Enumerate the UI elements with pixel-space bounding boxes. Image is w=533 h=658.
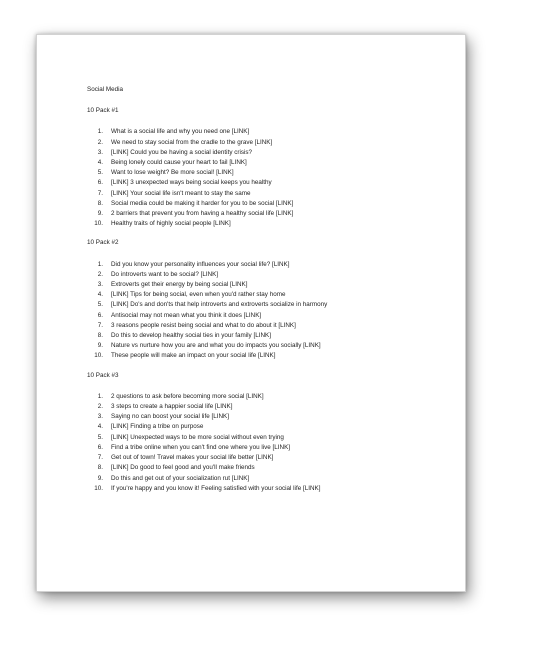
list-item	[87, 199, 445, 209]
pack-heading: 10 Pack #2	[87, 239, 119, 247]
list-item-text: [LINK] Do's and don'ts that help introverts and extroverts socialize in harmony	[111, 301, 328, 309]
list-item	[87, 178, 445, 188]
list-item	[87, 474, 445, 484]
list-item-number: 2.	[97, 270, 103, 278]
document-page	[36, 34, 466, 592]
list-item-text: If you're happy and you know it! Feeling satisfied with your social life [LINK]	[111, 484, 321, 492]
list-item	[87, 351, 445, 361]
list-item-text: Do introverts want to be social? [LINK]	[111, 270, 219, 278]
list-item	[87, 392, 445, 402]
list-item-text: Want to lose weight? Be more social! [LINK]	[111, 169, 234, 177]
list-item-text: [LINK] Do good to feel good and you'll make friends	[111, 464, 255, 472]
list-item-number: 9.	[97, 342, 103, 350]
list-item-number: 4.	[97, 423, 103, 431]
list-item	[87, 270, 445, 280]
list-item-number: 4.	[97, 291, 103, 299]
list-item	[87, 402, 445, 412]
list-item	[87, 341, 445, 351]
list-item-number: 8.	[97, 464, 103, 472]
list-item-text: We need to stay social from the cradle to the grave [LINK]	[111, 138, 273, 146]
pack-list	[87, 260, 445, 362]
list-item	[87, 148, 445, 158]
list-item	[87, 290, 445, 300]
list-item-text: [LINK] Your social life isn't meant to stay the same	[111, 189, 251, 197]
list-item-number: 6.	[97, 443, 103, 451]
list-item-text: Extroverts get their energy by being social [LINK]	[111, 281, 248, 289]
list-item-text: 3 steps to create a happier social life [LINK]	[111, 403, 233, 411]
list-item-number: 8.	[97, 199, 103, 207]
list-item-text: Get out of town! Travel makes your social life better [LINK]	[111, 454, 274, 462]
list-item-number: 6.	[97, 179, 103, 187]
list-item-text: 3 reasons people resist being social and what to do about it [LINK]	[111, 321, 296, 329]
packs-container	[87, 106, 445, 494]
list-item	[87, 463, 445, 473]
list-item-text: These people will make an impact on your social life [LINK]	[111, 352, 276, 360]
list-item-number: 2.	[97, 138, 103, 146]
list-item-number: 10.	[94, 352, 103, 360]
list-item	[87, 260, 445, 270]
pack-section	[87, 238, 445, 361]
list-item-text: Healthy traits of highly social people [LINK]	[111, 220, 231, 228]
list-item-number: 6.	[97, 311, 103, 319]
list-item-number: 1.	[97, 392, 103, 400]
list-item-number: 1.	[97, 260, 103, 268]
list-item-text: Social media could be making it harder for you to be social [LINK]	[111, 199, 294, 207]
list-item	[87, 189, 445, 199]
list-item	[87, 138, 445, 148]
list-item-text: Do this to develop healthy social ties in your family [LINK]	[111, 332, 271, 340]
document-title: Social Media	[87, 86, 124, 93]
list-item-number: 9.	[97, 474, 103, 482]
list-item-text: Saying no can boost your social life [LINK]	[111, 413, 229, 421]
list-item-text: 2 barriers that prevent you from having a healthy social life [LINK]	[111, 210, 294, 218]
list-item	[87, 280, 445, 290]
list-item-text: [LINK] 3 unexpected ways being social keeps you healthy	[111, 179, 272, 187]
list-item	[87, 158, 445, 168]
list-item-text: [LINK] Tips for being social, even when you'd rather stay home	[111, 291, 286, 299]
list-item-text: Did you know your personality influences your social life? [LINK]	[111, 260, 290, 268]
list-item-number: 9.	[97, 210, 103, 218]
list-item	[87, 443, 445, 453]
list-item-number: 7.	[97, 321, 103, 329]
list-item	[87, 433, 445, 443]
list-item	[87, 127, 445, 137]
list-item	[87, 484, 445, 494]
pack-section	[87, 371, 445, 494]
list-item-number: 5.	[97, 169, 103, 177]
list-item-text: Antisocial may not mean what you think it does [LINK]	[111, 311, 262, 319]
list-item-number: 2.	[97, 403, 103, 411]
list-item-number: 5.	[97, 301, 103, 309]
list-item	[87, 321, 445, 331]
list-item-number: 3.	[97, 281, 103, 289]
list-item	[87, 168, 445, 178]
list-item-number: 7.	[97, 189, 103, 197]
list-item-number: 10.	[94, 220, 103, 228]
list-item	[87, 300, 445, 310]
list-item-number: 5.	[97, 433, 103, 441]
list-item-text: What is a social life and why you need one [LINK]	[111, 128, 250, 136]
list-item	[87, 453, 445, 463]
list-item-text: Being lonely could cause your heart to fail [LINK]	[111, 159, 247, 167]
document-content	[87, 85, 445, 503]
list-item-text: [LINK] Finding a tribe on purpose	[111, 423, 204, 431]
list-item	[87, 412, 445, 422]
list-item	[87, 209, 445, 219]
list-item-number: 8.	[97, 332, 103, 340]
pack-heading: 10 Pack #1	[87, 107, 119, 115]
list-item	[87, 331, 445, 341]
list-item	[87, 219, 445, 229]
pack-section	[87, 106, 445, 229]
list-item-text: 2 questions to ask before becoming more social [LINK]	[111, 392, 264, 400]
list-item-number: 7.	[97, 454, 103, 462]
list-item	[87, 311, 445, 321]
list-item-text: [LINK] Could you be having a social identity crisis?	[111, 148, 253, 156]
list-item-text: [LINK] Unexpected ways to be more social without even trying	[111, 433, 284, 441]
pack-list	[87, 127, 445, 229]
list-item-number: 1.	[97, 128, 103, 136]
list-item-number: 4.	[97, 159, 103, 167]
list-item-text: Do this and get out of your socialization rut [LINK]	[111, 474, 250, 482]
list-item-number: 3.	[97, 413, 103, 421]
list-item-text: Nature vs nurture how you are and what you do impacts you socially [LINK]	[111, 342, 321, 350]
list-item-number: 3.	[97, 148, 103, 156]
list-item-text: Find a tribe online when you can't find one where you live [LINK]	[111, 443, 291, 451]
list-item-number: 10.	[94, 484, 103, 492]
list-item	[87, 422, 445, 432]
pack-list	[87, 392, 445, 494]
pack-heading: 10 Pack #3	[87, 371, 119, 379]
